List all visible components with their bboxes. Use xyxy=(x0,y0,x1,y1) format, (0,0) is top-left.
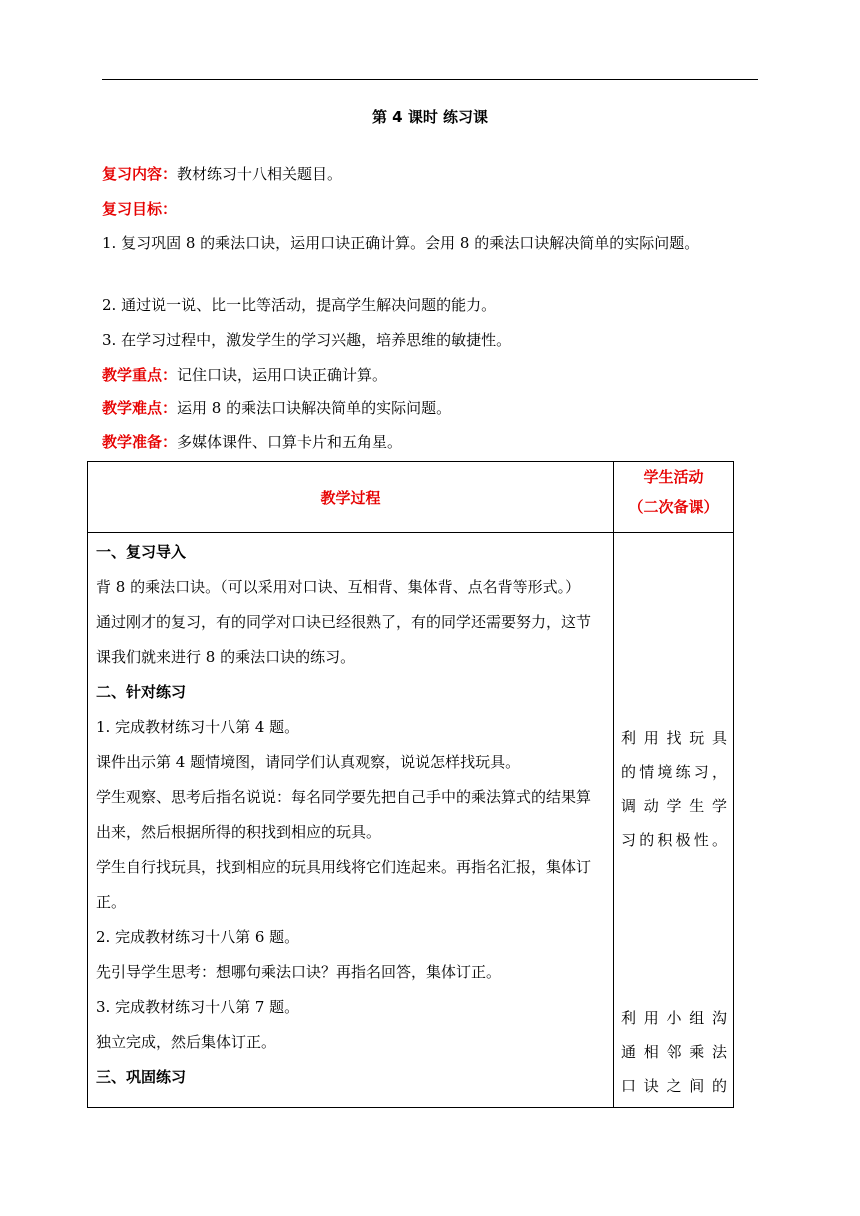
key-point-text: 记住口诀，运用口诀正确计算。 xyxy=(177,366,388,384)
activity-note-line: 的情境练习， xyxy=(621,763,727,781)
activity-subheader: （二次备课） xyxy=(628,498,719,516)
preparation-label: 教学准备： xyxy=(102,433,178,451)
goal-item: 1. 复习巩固 8 的乘法口诀，运用口诀正确计算。会用 8 的乘法口诀解决简单的实际问题。 xyxy=(102,234,700,252)
review-content-text: 教材练习十八相关题目。 xyxy=(177,165,343,183)
section-heading: 三、巩固练习 xyxy=(96,1068,187,1086)
process-header: 教学过程 xyxy=(320,488,381,507)
section-heading: 二、针对练习 xyxy=(96,683,187,701)
goal-item: 3. 在学习过程中，激发学生的学习兴趣，培养思维的敏捷性。 xyxy=(102,331,512,349)
process-paragraph: 先引导学生思考：想哪句乘法口诀？再指名回答，集体订正。 xyxy=(96,963,502,981)
activity-cell xyxy=(614,533,734,1108)
review-goals-label: 复习目标： xyxy=(102,200,178,218)
table-header-row xyxy=(88,462,734,533)
preparation-line xyxy=(102,432,402,452)
activity-note-line: 利用小组沟 xyxy=(621,1009,727,1027)
process-paragraph: 3. 完成教材练习十八第 7 题。 xyxy=(96,998,300,1016)
page-title: 第 4 课时 练习课 xyxy=(371,108,489,126)
review-content-line xyxy=(102,164,342,184)
activity-note xyxy=(621,1001,727,1103)
process-paragraph: 通过刚才的复习，有的同学对口诀已经很熟了，有的同学还需要努力，这节课我们就来进行 8 的乘法口诀的练习。 xyxy=(96,613,592,666)
review-goals-line xyxy=(102,199,177,219)
key-point-label: 教学重点： xyxy=(102,366,178,384)
process-paragraph: 课件出示第 4 题情境图，请同学们认真观察，说说怎样找玩具。 xyxy=(96,753,521,771)
activity-note xyxy=(621,721,727,857)
process-paragraph: 独立完成，然后集体订正。 xyxy=(96,1033,277,1051)
process-cell xyxy=(88,533,614,1108)
process-paragraph: 2. 完成教材练习十八第 6 题。 xyxy=(96,928,300,946)
process-paragraph: 学生观察、思考后指名说说：每名同学要先把自己手中的乘法算式的结果算出来，然后根据所得的积找到相应的玩具。 xyxy=(96,788,592,841)
difficulty-label: 教学难点： xyxy=(102,399,178,417)
activity-note-line: 习的积极性。 xyxy=(621,831,727,849)
key-point-line xyxy=(102,365,387,385)
activity-note-line: 通相邻乘法 xyxy=(621,1043,727,1061)
preparation-text: 多媒体课件、口算卡片和五角星。 xyxy=(177,433,403,451)
activity-note-line: 口诀之间的 xyxy=(621,1077,727,1095)
activity-header-cell xyxy=(614,462,734,533)
difficulty-text: 运用 8 的乘法口诀解决简单的实际问题。 xyxy=(177,399,452,417)
activity-header: 学生活动 xyxy=(643,468,704,486)
section-heading: 一、复习导入 xyxy=(96,543,187,561)
lesson-table xyxy=(87,461,734,1108)
difficulty-line xyxy=(102,398,451,418)
process-paragraph: 背 8 的乘法口诀。（可以采用对口诀、互相背、集体背、点名背等形式。） xyxy=(96,578,581,596)
review-content-label: 复习内容： xyxy=(102,165,178,183)
process-paragraph: 学生自行找玩具，找到相应的玩具用线将它们连起来。再指名汇报，集体订正。 xyxy=(96,858,592,911)
process-paragraph: 1. 完成教材练习十八第 4 题。 xyxy=(96,718,300,736)
table-body-row xyxy=(88,533,734,1108)
activity-note-line: 调动学生学 xyxy=(621,797,727,815)
header-rule xyxy=(102,79,758,80)
goal-item: 2. 通过说一说、比一比等活动，提高学生解决问题的能力。 xyxy=(102,296,497,314)
process-header-cell xyxy=(88,462,614,533)
activity-note-line: 利用找玩具 xyxy=(621,729,727,747)
